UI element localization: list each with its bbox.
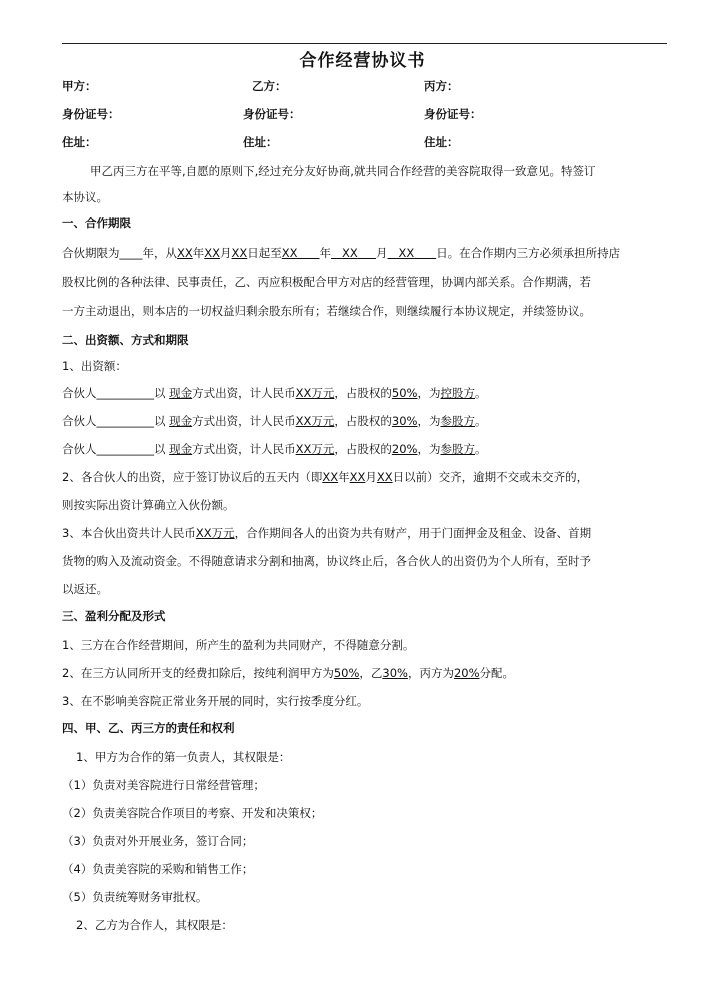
pad-span: [388, 246, 399, 260]
section-2-heading: 二、出资额、方式和期限: [62, 333, 189, 347]
party-c-label: 丙方：: [424, 79, 459, 93]
text-span: 月: [220, 246, 232, 260]
partner-role: 控股方: [440, 386, 475, 400]
payment-deadline-line-2: 则按实际出资计算确立入伙份额。: [62, 498, 235, 512]
term-line-3: 一方主动退出，则本店的一切权益归剩余股东所有；若继续合作，则继续履行本协议规定，并续签协议。: [62, 304, 591, 318]
text-span: 2、在三方认同所开支的经费扣除后，按纯利润甲方为: [62, 666, 334, 680]
partner-row: [62, 440, 486, 458]
text-span: 年: [319, 246, 331, 260]
authority-item: （5）负责统筹财务审批权。: [62, 890, 208, 904]
text-span: 年: [192, 246, 205, 260]
contribution-amount: XX万元: [295, 414, 335, 428]
text-span: 以: [154, 442, 166, 456]
deadline-year: XX: [322, 470, 339, 484]
text-span: 。: [474, 414, 487, 428]
term-line-2: 股权比例的各种法律、民事责任，乙、丙应积极配合甲方对店的经营管理，协调内部关系。合作期满，若: [62, 275, 591, 289]
party-a-share: 50%: [333, 666, 360, 680]
text-span: ，占股权的: [334, 386, 392, 400]
text-span: ，占股权的: [334, 442, 392, 456]
party-b-address-label: 住址：: [243, 135, 278, 149]
blank-span: __________: [96, 386, 154, 400]
pad-span: [298, 246, 320, 260]
contribution-mode: 现金: [169, 414, 193, 428]
text-span: 分配。: [479, 666, 515, 680]
end-year-value: XX: [281, 246, 298, 260]
start-month: XX: [204, 246, 221, 260]
authority-item: （4）负责美容院的采购和销售工作；: [62, 862, 254, 876]
top-rule: [62, 43, 667, 44]
blank-span: __________: [96, 414, 154, 428]
text-span: 方式出资，计人民币: [192, 386, 296, 400]
text-span: 方式出资，计人民币: [192, 414, 296, 428]
payment-deadline-line: [62, 468, 588, 486]
party-b-label: 乙方：: [252, 79, 287, 93]
document-title: 合作经营协议书: [299, 51, 426, 71]
text-span: ，为: [417, 442, 441, 456]
text-span: 合伙人: [62, 386, 97, 400]
total-capital-line-2: 货物的购入及流动资金。不得随意请求分割和抽离，协议终止后，各合伙人的出资仍为个人所有，至时予: [62, 554, 591, 568]
party-a-authority: 1、甲方为合作的第一负责人，其权限是：: [76, 750, 291, 764]
authority-item: （3）负责对外开展业务，签订合同；: [62, 834, 254, 848]
partner-row: [62, 384, 486, 402]
section-1-heading: 一、合作期限: [62, 216, 131, 230]
end-month-value: XX: [341, 246, 358, 260]
text-span: 月: [376, 246, 388, 260]
text-span: 以: [154, 414, 166, 428]
equity-percent: 20%: [391, 442, 418, 456]
party-a-label: 甲方：: [62, 79, 97, 93]
contribution-mode: 现金: [169, 386, 193, 400]
section-3-heading: 三、盈利分配及形式: [62, 609, 166, 623]
end-month: [331, 246, 376, 260]
text-span: 方式出资，计人民币: [192, 442, 296, 456]
start-year: XX: [177, 246, 193, 260]
party-c-id-label: 身份证号：: [424, 107, 482, 121]
party-c-share: 20%: [453, 666, 480, 680]
party-a-address-label: 住址：: [62, 135, 97, 149]
text-span: 合伙人: [62, 414, 97, 428]
party-a-id-label: 身份证号：: [62, 107, 120, 121]
profit-clause-2: [62, 664, 514, 682]
text-span: ，为: [417, 414, 441, 428]
text-span: 日起至: [247, 246, 282, 260]
contribution-amount: XX万元: [295, 386, 335, 400]
equity-percent: 30%: [391, 414, 418, 428]
deadline-day: XX: [376, 470, 393, 484]
blank-span: __________: [96, 442, 154, 456]
section-4-heading: 四、甲、乙、丙三方的责任和权利: [62, 721, 235, 735]
text-span: ，丙方为: [407, 666, 454, 680]
partner-role: 参股方: [440, 442, 475, 456]
total-capital-line-3: 以返还。: [62, 582, 108, 596]
party-b-authority: 2、乙方为合作人，其权限是：: [76, 918, 233, 932]
authority-item: （2）负责美容院合作项目的考察、开发和决策权；: [62, 806, 323, 820]
total-capital-line: [62, 524, 591, 542]
end-year: [282, 246, 320, 260]
text-span: ，占股权的: [334, 414, 392, 428]
text-span: 月: [365, 470, 377, 484]
contribution-amount: XX万元: [295, 442, 335, 456]
text-span: ，为: [417, 386, 441, 400]
text-span: ，乙: [359, 666, 383, 680]
text-span: 合伙人: [62, 442, 97, 456]
end-day: [388, 246, 437, 260]
contribution-mode: 现金: [169, 442, 193, 456]
authority-item: （1）负责对美容院进行日常经营管理；: [62, 778, 265, 792]
pad-span: [331, 246, 342, 260]
text-span: 日。在合作期内三方必须承担所持店: [436, 246, 621, 260]
deadline-month: XX: [349, 470, 366, 484]
profit-clause-1: 1、三方在合作经营期间，所产生的盈利为共同财产，不得随意分割。: [62, 638, 415, 652]
text-span: 合伙期限为: [62, 246, 120, 260]
text-span: 。: [474, 442, 487, 456]
blank-span: ____: [119, 246, 143, 260]
pad-span: [414, 246, 436, 260]
start-day: XX: [231, 246, 248, 260]
party-b-id-label: 身份证号：: [243, 107, 301, 121]
text-span: ，合作期间各人的出资为共有财产，用于门面押金及租金、设备、首期: [234, 526, 592, 540]
partner-row: [62, 412, 486, 430]
intro-line-2: 本协议。: [62, 190, 108, 204]
party-b-share: 30%: [382, 666, 408, 680]
party-c-address-label: 住址：: [424, 135, 459, 149]
capital-heading: 1、出资额：: [62, 359, 127, 373]
text-span: 2、各合伙人的出资，应于签订协议后的五天内（即: [62, 470, 323, 484]
text-span: 以: [154, 386, 166, 400]
total-capital-amount: XX万元: [195, 526, 235, 540]
equity-percent: 50%: [391, 386, 418, 400]
text-span: 年，从: [142, 246, 177, 260]
partner-role: 参股方: [440, 414, 475, 428]
pad-span: [358, 246, 376, 260]
text-span: 年: [338, 470, 350, 484]
profit-clause-3: 3、在不影响美容院正常业务开展的同时，实行按季度分红。: [62, 694, 369, 708]
text-span: 3、本合伙出资共计人民币: [62, 526, 196, 540]
intro-line-1: 甲乙丙三方在平等,自愿的原则下,经过充分友好协商,就共同合作经营的美容院取得一致意见。特签订: [90, 164, 596, 178]
term-line-1: [62, 244, 620, 262]
text-span: 。: [474, 386, 487, 400]
text-span: 日以前）交齐，逾期不交或未交齐的，: [392, 470, 589, 484]
end-day-value: XX: [398, 246, 415, 260]
